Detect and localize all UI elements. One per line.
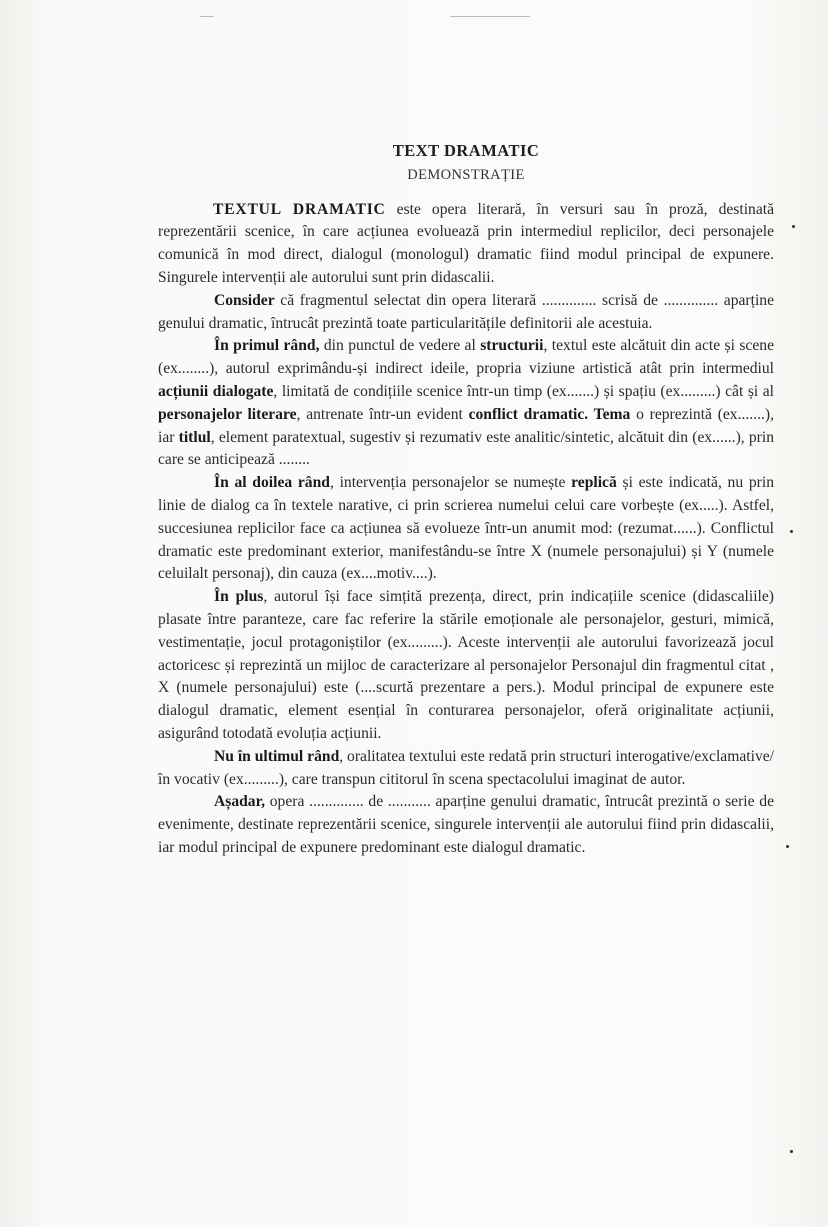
lead-term: În al doilea rând: [214, 474, 330, 492]
paragraph-definition: [158, 199, 774, 290]
paragraph-fourth-argument: [158, 746, 774, 792]
paragraph-text: , limitată de condițiile scenice într-un timp (ex.......) și spațiu (ex.........) cât și al: [273, 382, 774, 400]
scan-mark: [450, 16, 530, 17]
paragraph-thesis: [158, 290, 774, 336]
paragraph-second-argument: [158, 472, 774, 586]
paragraph-text: că fragmentul selectat din opera literară .............. scrisă de .............. aparține genului dramatic, întrucât prezintă toate particularitățile definitorii ale acestuia.: [158, 291, 774, 332]
bold-term: conflict dramatic. Tema: [468, 405, 631, 423]
lead-term: În plus: [214, 588, 264, 606]
document-body: [158, 140, 774, 860]
lead-term: În primul rând,: [214, 337, 320, 355]
margin-dot: [786, 845, 789, 848]
paragraph-text: , element paratextual, sugestiv și rezumativ este analitic/sintetic, alcătuit din (ex......), prin care se anticipează ........: [158, 428, 774, 469]
margin-dot: [790, 1150, 793, 1153]
paragraph-text: opera .............. de ........... aparține genului dramatic, întrucât prezintă o serie de evenimente, destinate reprezentării scenice, singurele intervenții ale autorului fiind prin didascalii, iar modul principal de expunere predominant este dialogul dramatic.: [158, 793, 774, 856]
lead-term: TEXTUL DRAMATIC: [213, 200, 386, 218]
paragraph-text: din punctul de vedere al: [319, 337, 481, 355]
scan-mark: [200, 16, 214, 17]
paragraph-text: și este indicată, nu prin linie de dialog ca în textele narative, ci prin scrierea numelui celui care vorbește (ex.....). Astfel, succesiunea replicilor face ca acțiunea să evolueze într-un anumit mod: (rezumat......). Conflictul dramatic este predominant exterior, manifestându-se între X (numele personajului) și Y (numele celuilalt personaj), din cauza (ex....motiv....).: [158, 474, 774, 583]
paragraph-text: , antrenate într-un evident: [296, 405, 469, 423]
paragraph-text: o reprezintă (ex.......), iar: [158, 405, 774, 446]
paragraph-text: , oralitatea textului este redată prin structuri interogative/exclamative/în vocativ (ex.........), care transpun cititorul în scena spectacolului imaginat de autor.: [158, 747, 774, 788]
paragraph-conclusion: [158, 791, 774, 859]
paragraph-third-argument: [158, 586, 774, 746]
document-title: TEXT DRAMATIC: [392, 141, 540, 160]
paragraph-text: este opera literară, în versuri sau în proză, destinată reprezentării scenice, în care acțiunea evoluează prin intermediul replicilor, deci personajele comunică în mod direct, dialogul (monologul) dramatic fiind modul principal de expunere. Singurele intervenții ale autorului sunt prin didascalii.: [158, 200, 774, 286]
paragraph-first-argument: [158, 335, 774, 472]
bold-term: acțiunii dialogate: [158, 382, 274, 400]
document-subtitle: DEMONSTRAȚIE: [407, 166, 525, 183]
margin-dot: [792, 225, 795, 228]
bold-term: replică: [571, 474, 617, 492]
bold-term: structurii: [480, 337, 544, 355]
paragraph-text: , textul este alcătuit din acte și scene (ex........), autorul exprimându-și indirect ideile, propria viziune artistică atât prin intermediul: [158, 337, 774, 378]
paragraph-text: , autorul își face simțită prezența, direct, prin indicațiile scenice (didascaliile) plasate între paranteze, care fac referire la stările emoționale ale personajelor, gesturi, mimică, vestimentație, jocul protagoniștilor (ex.........). Aceste intervenții ale autorului favorizează jocul actoricesc și reprezintă un mijloc de caracterizare al personajelor Personajul din fragmentul citat , X (numele personajului) este (....scurtă prezentare a pers.). Modul principal de expunere este dialogul dramatic, element esențial în conturarea personajelor, oferă originalitate acțiunii, asigurând totodată evoluția acțiunii.: [158, 588, 774, 742]
lead-term: Nu în ultimul rând: [214, 747, 340, 765]
lead-term: Consider: [214, 291, 275, 309]
lead-term: Așadar,: [214, 793, 265, 811]
bold-term: titlul: [178, 428, 211, 446]
paragraph-text: , intervenția personajelor se numește: [329, 474, 572, 492]
margin-dot: [790, 530, 793, 533]
bold-term: personajelor literare: [158, 405, 297, 423]
